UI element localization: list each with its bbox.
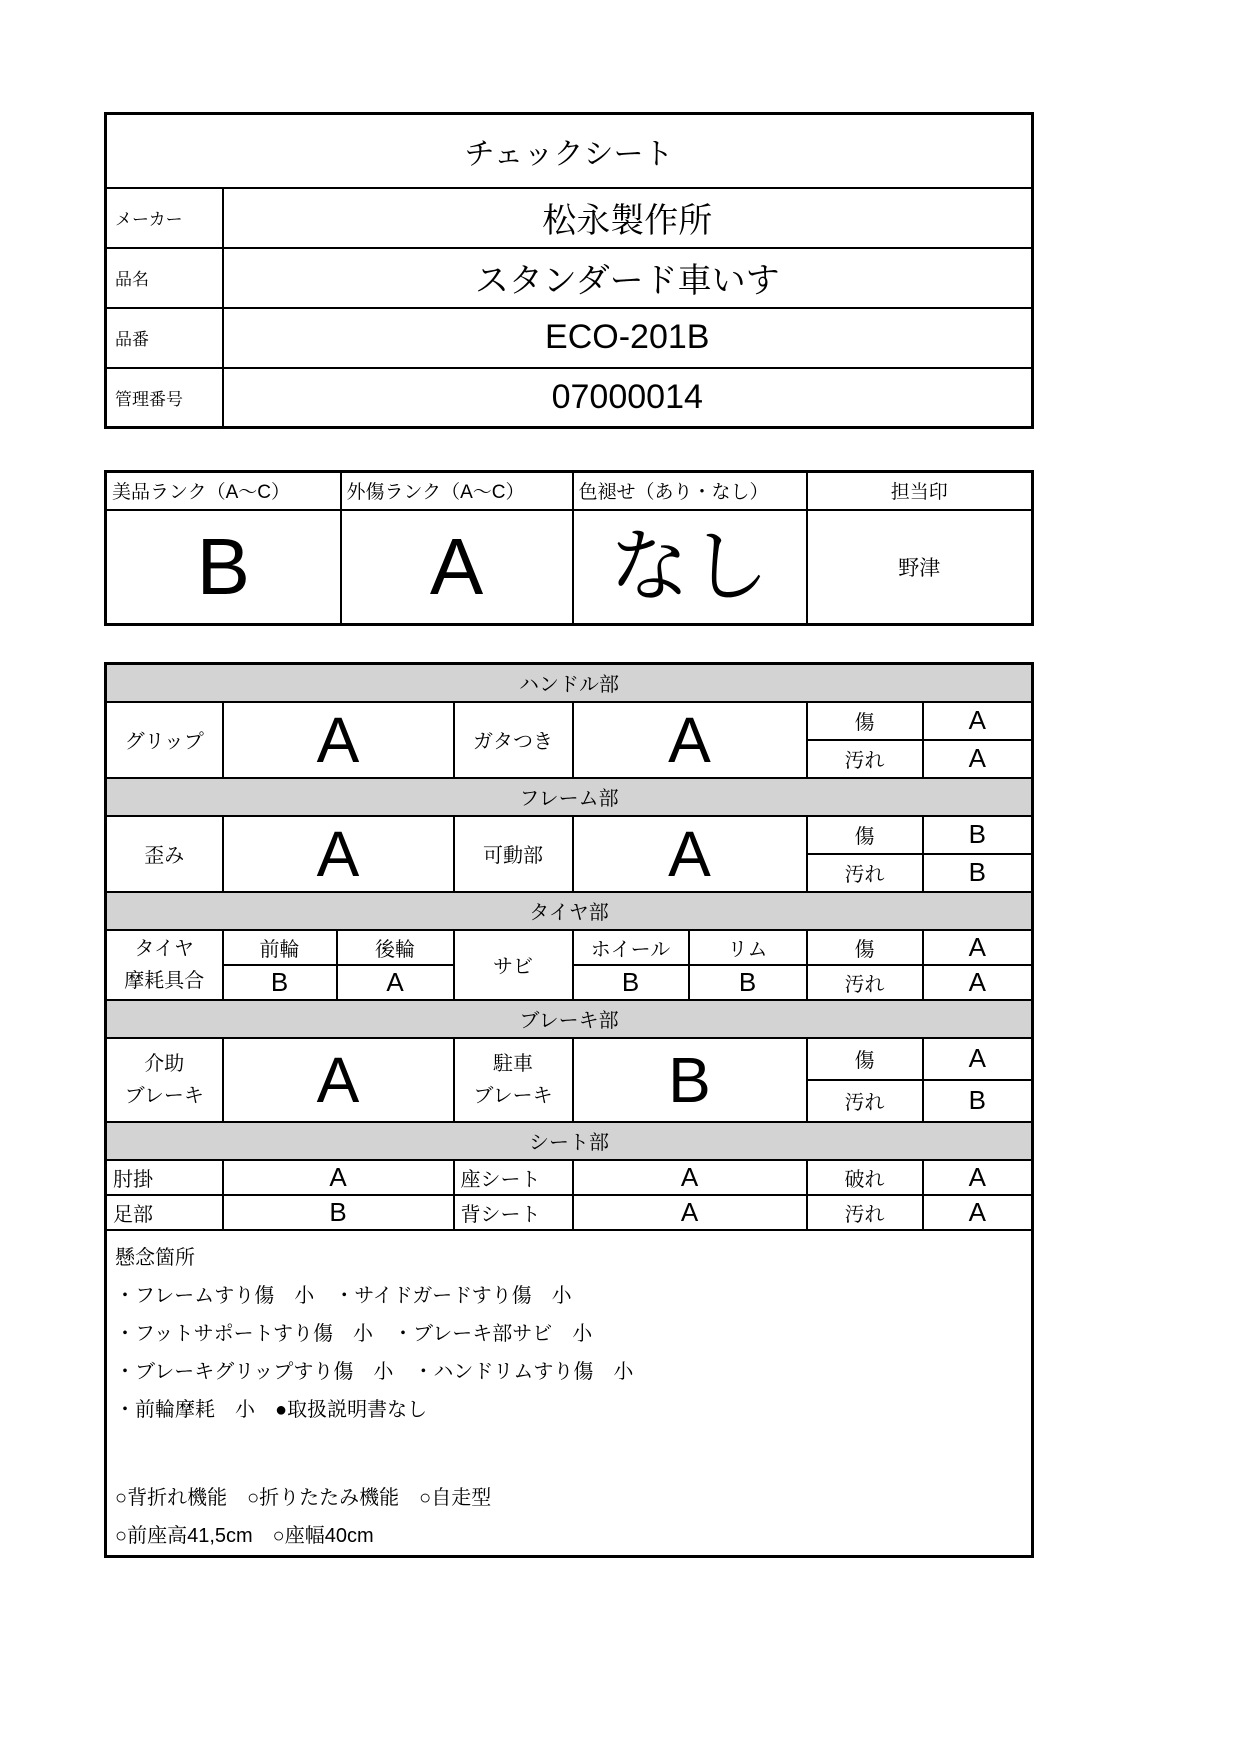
table-row bbox=[106, 308, 1033, 368]
parking-brake-value: B bbox=[573, 1038, 807, 1122]
distortion-label: 歪み bbox=[106, 816, 223, 892]
armrest-label: 肘掛 bbox=[106, 1160, 223, 1195]
wheel-label: ホイール bbox=[573, 930, 689, 965]
concerns-title: 懸念箇所 bbox=[115, 1246, 195, 1269]
frame-dirt-value: B bbox=[923, 854, 1033, 892]
rattle-value: A bbox=[573, 702, 807, 778]
back-sheet-value: A bbox=[573, 1195, 807, 1230]
front-wheel-label: 前輪 bbox=[223, 930, 337, 965]
product-number-label: 品番 bbox=[106, 308, 223, 368]
tire-scratch-value: A bbox=[923, 930, 1033, 965]
concern-line: ・フットサポートすり傷 小 ・ブレーキ部サビ 小 bbox=[115, 1322, 593, 1345]
table-row bbox=[106, 1230, 1033, 1557]
table-row bbox=[106, 1195, 1033, 1230]
table-row bbox=[106, 510, 1033, 625]
frame-dirt-label: 汚れ bbox=[807, 854, 923, 892]
table-row bbox=[106, 368, 1033, 428]
control-number-label: 管理番号 bbox=[106, 368, 223, 428]
seat-section-header: シート部 bbox=[106, 1122, 1033, 1160]
brake-section-header: ブレーキ部 bbox=[106, 1000, 1033, 1038]
wheel-value: B bbox=[573, 965, 689, 1000]
handle-section-header: ハンドル部 bbox=[106, 664, 1033, 702]
table-row bbox=[106, 188, 1033, 248]
seat-dirt-value: A bbox=[923, 1195, 1033, 1230]
back-sheet-label: 背シート bbox=[454, 1195, 573, 1230]
handle-dirt-value: A bbox=[923, 740, 1033, 778]
feature-line: ○背折れ機能 ○折りたたみ機能 ○自走型 bbox=[115, 1486, 492, 1509]
handle-scratch-value: A bbox=[923, 702, 1033, 740]
seat-dirt-label: 汚れ bbox=[807, 1195, 923, 1230]
grip-value: A bbox=[223, 702, 454, 778]
sheet-title: チェックシート bbox=[106, 114, 1033, 188]
tire-dirt-label: 汚れ bbox=[807, 965, 923, 1000]
tire-wear-label-line2: 摩耗具合 bbox=[124, 969, 205, 992]
rim-label: リム bbox=[689, 930, 807, 965]
grip-label: グリップ bbox=[106, 702, 223, 778]
assist-brake-label-line2: ブレーキ bbox=[124, 1084, 204, 1107]
table-row bbox=[106, 1000, 1033, 1038]
table-row bbox=[106, 930, 1033, 965]
frame-scratch-label: 傷 bbox=[807, 816, 923, 854]
movable-part-label: 可動部 bbox=[454, 816, 573, 892]
rear-wheel-label: 後輪 bbox=[337, 930, 454, 965]
table-row bbox=[106, 664, 1033, 702]
rank-table bbox=[104, 470, 1034, 626]
table-row bbox=[106, 472, 1033, 510]
footrest-value: B bbox=[223, 1195, 454, 1230]
check-table bbox=[104, 662, 1034, 1558]
brake-scratch-label: 傷 bbox=[807, 1038, 923, 1080]
tear-value: A bbox=[923, 1160, 1033, 1195]
damage-rank-header: 外傷ランク（A～C） bbox=[341, 472, 573, 510]
frame-scratch-value: B bbox=[923, 816, 1033, 854]
rust-label: サビ bbox=[454, 930, 573, 1000]
table-row bbox=[106, 702, 1033, 740]
rim-value: B bbox=[689, 965, 807, 1000]
tire-dirt-value: A bbox=[923, 965, 1033, 1000]
assist-brake-label-line1: 介助 bbox=[144, 1052, 185, 1075]
feature-line: ○前座高41,5cm ○座幅40cm bbox=[115, 1524, 374, 1547]
footrest-label: 足部 bbox=[106, 1195, 223, 1230]
table-row bbox=[106, 114, 1033, 188]
handle-scratch-label: 傷 bbox=[807, 702, 923, 740]
front-wheel-value: B bbox=[223, 965, 337, 1000]
tear-label: 破れ bbox=[807, 1160, 923, 1195]
info-table bbox=[104, 112, 1034, 429]
tire-section-header: タイヤ部 bbox=[106, 892, 1033, 930]
product-name-value: スタンダード車いす bbox=[223, 248, 1033, 308]
tire-scratch-label: 傷 bbox=[807, 930, 923, 965]
concerns-cell bbox=[106, 1230, 1033, 1557]
brake-dirt-value: B bbox=[923, 1080, 1033, 1122]
fading-header: 色褪せ（あり・なし） bbox=[573, 472, 807, 510]
seat-sheet-value: A bbox=[573, 1160, 807, 1195]
notes-spacer bbox=[115, 1429, 1023, 1479]
brake-dirt-label: 汚れ bbox=[807, 1080, 923, 1122]
product-name-label: 品名 bbox=[106, 248, 223, 308]
table-row bbox=[106, 778, 1033, 816]
movable-part-value: A bbox=[573, 816, 807, 892]
tire-wear-label bbox=[106, 930, 223, 1000]
brake-scratch-value: A bbox=[923, 1038, 1033, 1080]
concern-line: ・フレームすり傷 小 ・サイドガードすり傷 小 bbox=[115, 1284, 572, 1307]
rattle-label: ガタつき bbox=[454, 702, 573, 778]
table-row bbox=[106, 248, 1033, 308]
seat-sheet-label: 座シート bbox=[454, 1160, 573, 1195]
assist-brake-label bbox=[106, 1038, 223, 1122]
frame-section-header: フレーム部 bbox=[106, 778, 1033, 816]
table-row bbox=[106, 1160, 1033, 1195]
maker-label: メーカー bbox=[106, 188, 223, 248]
beauty-rank-header: 美品ランク（A～C） bbox=[106, 472, 341, 510]
damage-rank-value: A bbox=[341, 510, 573, 625]
table-row bbox=[106, 816, 1033, 854]
maker-value: 松永製作所 bbox=[223, 188, 1033, 248]
product-number-value: ECO-201B bbox=[223, 308, 1033, 368]
table-row bbox=[106, 1122, 1033, 1160]
rear-wheel-value: A bbox=[337, 965, 454, 1000]
assist-brake-value: A bbox=[223, 1038, 454, 1122]
staff-stamp-value: 野津 bbox=[807, 510, 1033, 625]
table-row bbox=[106, 1038, 1033, 1080]
control-number-value: 07000014 bbox=[223, 368, 1033, 428]
beauty-rank-value: B bbox=[106, 510, 341, 625]
parking-brake-label-line2: ブレーキ bbox=[473, 1084, 553, 1107]
parking-brake-label bbox=[454, 1038, 573, 1122]
fading-value: なし bbox=[573, 510, 807, 625]
table-row bbox=[106, 892, 1033, 930]
armrest-value: A bbox=[223, 1160, 454, 1195]
concern-line: ・前輪摩耗 小 ●取扱説明書なし bbox=[115, 1398, 428, 1421]
staff-stamp-header: 担当印 bbox=[807, 472, 1033, 510]
distortion-value: A bbox=[223, 816, 454, 892]
handle-dirt-label: 汚れ bbox=[807, 740, 923, 778]
tire-wear-label-line1: タイヤ bbox=[134, 937, 195, 960]
parking-brake-label-line1: 駐車 bbox=[493, 1052, 533, 1075]
concern-line: ・ブレーキグリップすり傷 小 ・ハンドリムすり傷 小 bbox=[115, 1360, 634, 1383]
